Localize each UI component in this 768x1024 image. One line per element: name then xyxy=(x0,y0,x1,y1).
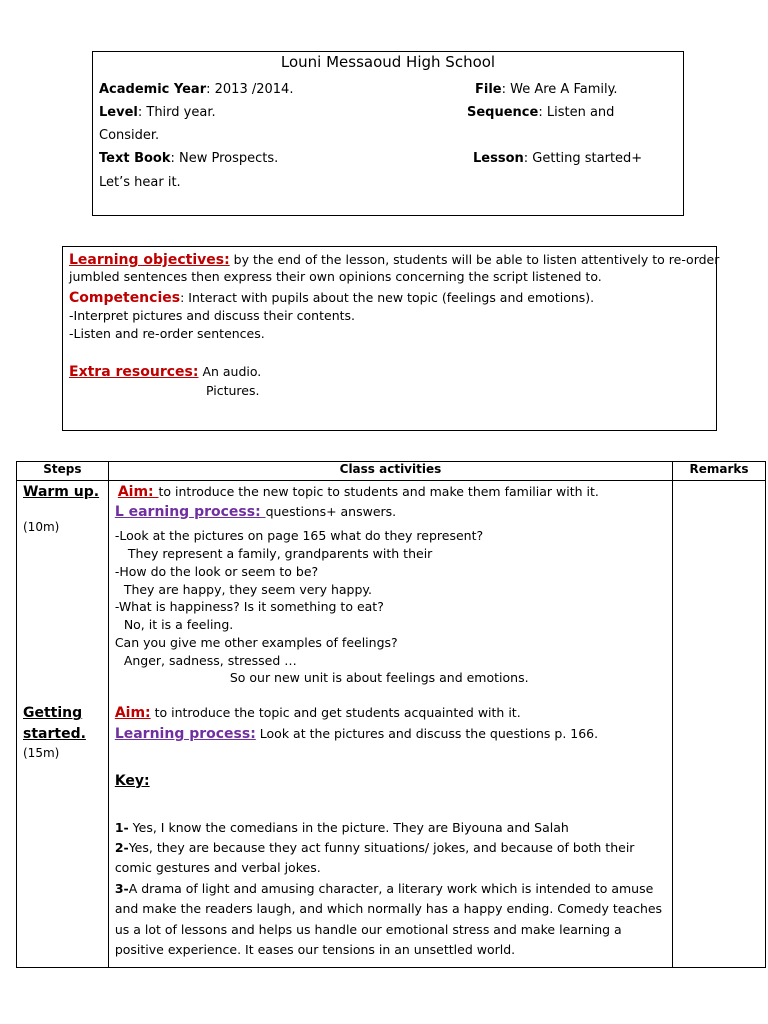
competencies xyxy=(69,287,594,306)
remarks-header: Remarks xyxy=(673,462,766,481)
competency-item: -Listen and re-order sentences. xyxy=(69,326,265,341)
extra-resources-label: Extra resources: xyxy=(69,364,199,380)
warmup-line: -Look at the pictures on page 165 what do they represent? xyxy=(114,528,484,543)
activities-header: Class activities xyxy=(108,462,672,481)
answer-text: Yes, they are because they act funny situations/ jokes, and because of both their xyxy=(128,840,635,855)
getting-started-step-1: Getting xyxy=(23,705,83,721)
school-name: Louni Messaoud High School xyxy=(280,53,496,71)
textbook-value: : New Prospects. xyxy=(170,151,279,166)
warmup-aim xyxy=(118,484,599,500)
lesson-header-box xyxy=(92,51,684,216)
warmup-line: So our new unit is about feelings and emotions. xyxy=(229,670,529,685)
academic-year xyxy=(99,78,293,101)
extra-resources xyxy=(69,361,261,380)
level xyxy=(99,101,216,124)
answer-text: comic gestures and verbal jokes. xyxy=(114,860,321,875)
table-header-row xyxy=(17,462,766,481)
gs-aim xyxy=(115,705,521,721)
answer-line xyxy=(115,820,569,835)
warmup-process-text: questions+ answers. xyxy=(265,504,397,519)
warmup-line: -How do the look or seem to be? xyxy=(114,564,319,579)
answer-text: Yes, I know the comedians in the picture. They are Biyouna and Salah xyxy=(128,820,569,835)
competencies-label: Competencies xyxy=(69,290,181,306)
key-label: Key: xyxy=(114,773,150,789)
level-value: : Third year. xyxy=(137,105,216,120)
table-row xyxy=(17,481,766,968)
answer-line xyxy=(115,922,622,937)
warmup-duration: (10m) xyxy=(23,520,60,534)
competency-item: -Interpret pictures and discuss their contents. xyxy=(69,308,356,323)
warmup-line: No, it is a feeling. xyxy=(123,617,234,632)
answer-line xyxy=(115,840,635,855)
answer-number: 3- xyxy=(114,881,129,896)
extra-resources-item: An audio. xyxy=(198,364,262,379)
remarks-cell xyxy=(673,481,766,968)
lesson xyxy=(473,147,642,170)
answer-text: and make the readers laugh, and which normally has a happy ending. Comedy teaches xyxy=(114,901,663,916)
learning-objectives xyxy=(69,249,719,268)
warmup-aim-label: Aim: xyxy=(117,484,159,500)
academic-year-value: : 2013 /2014. xyxy=(206,82,294,97)
activities-cell xyxy=(108,481,672,968)
file xyxy=(475,78,618,101)
extra-resources-item: Pictures. xyxy=(206,383,260,398)
getting-started-step-2: started. xyxy=(23,726,86,742)
sequence-value: : Listen and xyxy=(538,105,615,120)
gs-process-label: Learning process: xyxy=(114,726,256,742)
gs-aim-text: to introduce the topic and get students acquainted with it. xyxy=(150,705,521,720)
answer-number: 1- xyxy=(114,820,129,835)
competencies-text: : Interact with pupils about the new topic (feelings and emotions). xyxy=(180,290,595,305)
sequence xyxy=(467,101,614,124)
lesson-value: : Getting started+ xyxy=(523,151,643,166)
steps-header: Steps xyxy=(17,462,109,481)
answer-line xyxy=(115,860,321,875)
warmup-step: Warm up. xyxy=(23,484,100,500)
sequence-label: Sequence xyxy=(467,105,539,120)
gs-process xyxy=(115,726,598,742)
learning-objectives-text-2: jumbled sentences then express their own opinions concerning the script listened to. xyxy=(69,269,602,284)
file-label: File xyxy=(475,82,502,97)
textbook xyxy=(99,147,278,170)
warmup-line: They represent a family, grandparents with their xyxy=(127,546,433,561)
warmup-line: -What is happiness? Is it something to eat? xyxy=(114,599,384,614)
lesson-continued: Let’s hear it. xyxy=(99,175,181,190)
answer-text: A drama of light and amusing character, a literary work which is intended to amuse xyxy=(128,881,654,896)
answer-line xyxy=(115,881,654,896)
warmup-line: Anger, sadness, stressed … xyxy=(123,653,297,668)
getting-started-duration: (15m) xyxy=(23,746,60,760)
level-label: Level xyxy=(99,105,138,120)
answer-line xyxy=(115,942,515,957)
academic-year-label: Academic Year xyxy=(99,82,207,97)
objectives-box xyxy=(62,246,720,431)
warmup-process xyxy=(115,504,396,520)
warmup-process-label: L earning process: xyxy=(114,504,266,520)
warmup-line: Can you give me other examples of feelings? xyxy=(114,635,398,650)
steps-cell xyxy=(17,481,109,968)
answer-text: us a lot of lessons and helps us handle our emotional stress and make learning a xyxy=(114,922,622,937)
textbook-label: Text Book xyxy=(99,151,171,166)
sequence-continued: Consider. xyxy=(99,128,160,143)
gs-process-text: Look at the pictures and discuss the questions p. 166. xyxy=(255,726,599,741)
lesson-label: Lesson xyxy=(473,151,524,166)
warmup-aim-text: to introduce the new topic to students and make them familiar with it. xyxy=(158,484,599,499)
gs-aim-label: Aim: xyxy=(114,705,151,721)
answer-text: positive experience. It eases our tensions in an unsettled world. xyxy=(114,942,516,957)
learning-objectives-text: by the end of the lesson, students will be able to listen attentively to re-order xyxy=(229,252,720,267)
answer-number: 2- xyxy=(114,840,129,855)
learning-objectives-label: Learning objectives: xyxy=(69,252,230,268)
answer-line xyxy=(115,901,662,916)
file-value: : We Are A Family. xyxy=(501,82,618,97)
lesson-plan-table xyxy=(16,461,766,968)
warmup-line: They are happy, they seem very happy. xyxy=(123,582,372,597)
